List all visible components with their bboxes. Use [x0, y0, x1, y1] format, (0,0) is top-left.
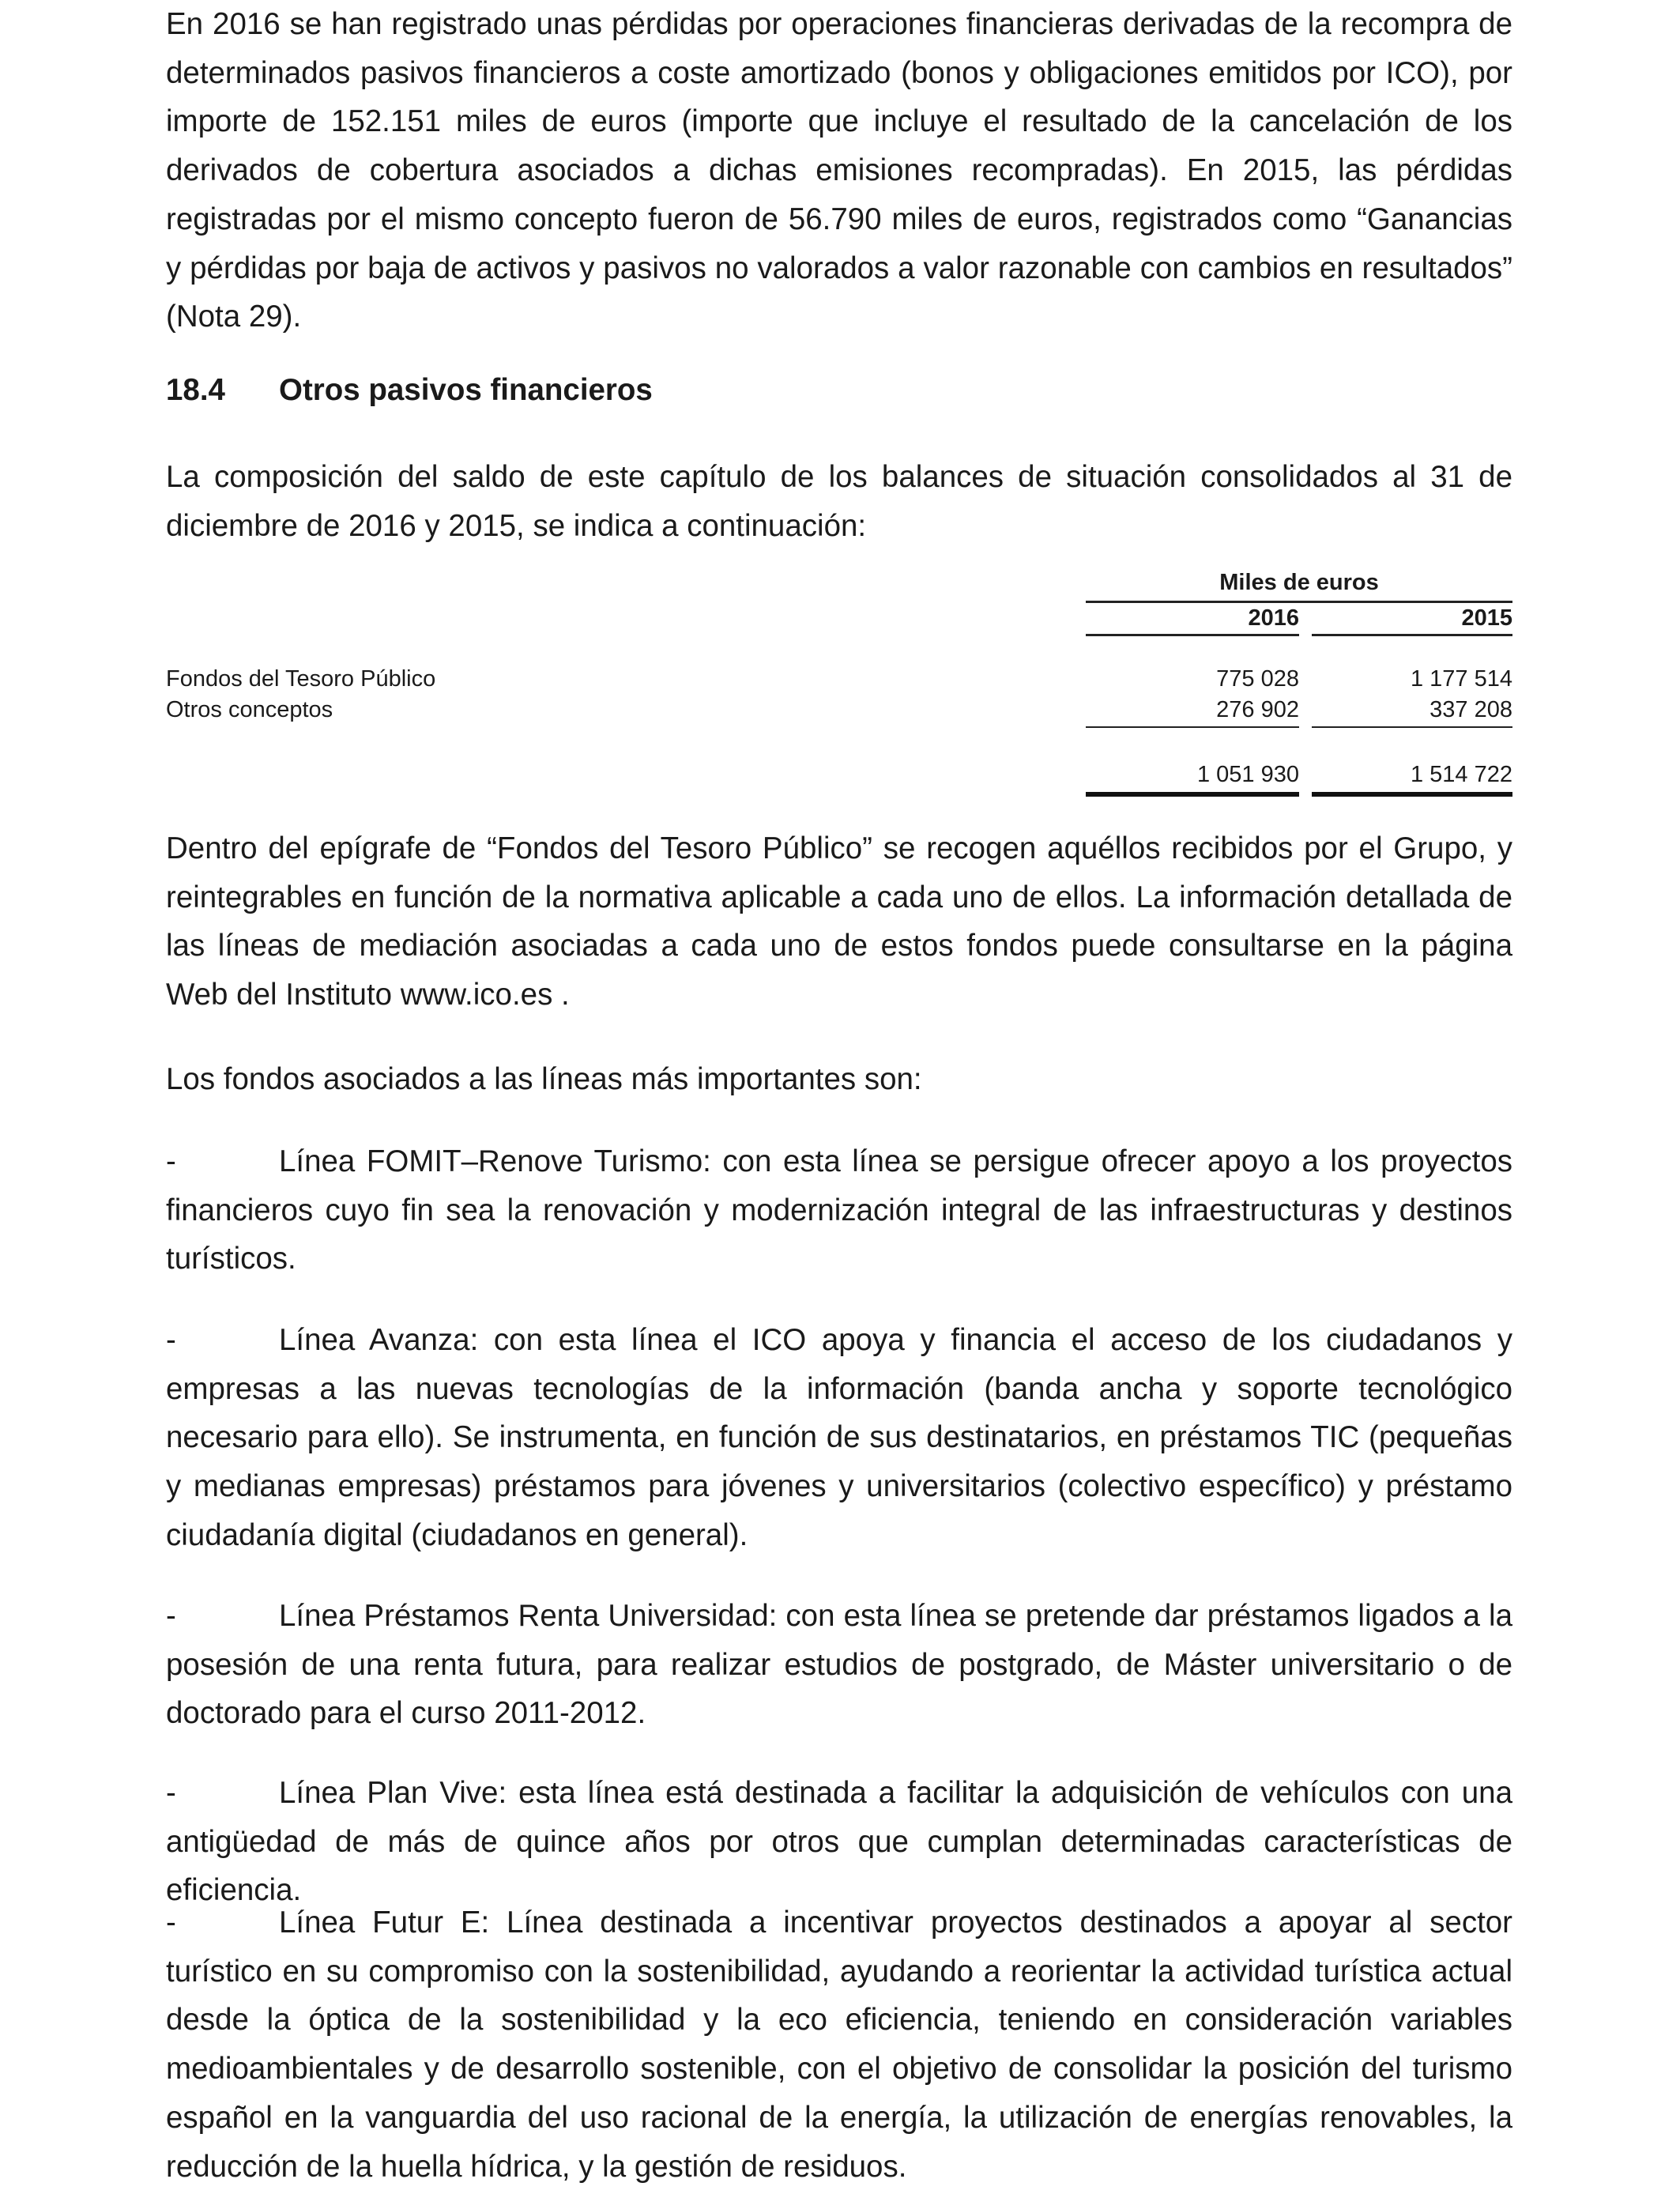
list-item-text: Línea Futur E: Línea destinada a incentivar proyectos destinados a apoyar al sector turístico en su compromiso con la sostenibilidad, ayudando a reorientar la actividad turística actual desde la óptica de la sostenibilidad y la eco eficiencia, teniendo en consideración variables medioambientales y de desarrollo sostenible, con el objetivo de consolidar la posición del turismo español en la vanguardia del uso racional de la energía, la utilización de energías renovables, la reducción de la huella hídrica, y la gestión de residuos.	[166, 1906, 1512, 2184]
row-label-fondos-tesoro: Fondos del Tesoro Público	[166, 666, 436, 692]
list-item-renta-universidad	[166, 1592, 1512, 1738]
row-value-otros-2015: 337 208	[1430, 697, 1512, 722]
subtotal-rule-2016	[1086, 726, 1299, 728]
total-value-2015: 1 514 722	[1410, 762, 1512, 787]
subtotal-rule-2015	[1312, 726, 1512, 728]
total-value-2016: 1 051 930	[1196, 762, 1299, 787]
row-value-otros-2016: 276 902	[1216, 697, 1299, 722]
list-dash: -	[166, 1906, 176, 1940]
list-item-text: Línea Préstamos Renta Universidad: con esta línea se pretende dar préstamos ligados a la posesión de una renta futura, para realizar estudios de postgrado, de Máster universitario o de doctorado para el curso 2011-2012.	[166, 1599, 1512, 1731]
paragraph-composicion-saldo: La composición del saldo de este capítulo de los balances de situación consolidados al 31 de diciembre de 2016 y 2015, se indica a continuación:	[166, 460, 1512, 543]
total-rule-2015	[1312, 792, 1512, 797]
row-value-fondos-2016: 775 028	[1216, 666, 1299, 692]
list-item-text: Línea Plan Vive: esta línea está destinada a facilitar la adquisición de vehículos con una antigüedad de más de quince años por otros que cumplan determinadas características de eficiencia.	[166, 1776, 1512, 1908]
row-label-otros-conceptos: Otros conceptos	[166, 697, 333, 722]
list-item-plan-vive	[166, 1769, 1512, 1915]
list-item-text: Línea FOMIT–Renove Turismo: con esta línea se persigue ofrecer apoyo a los proyectos financieros cuyo fin sea la renovación y modernización integral de las infraestructuras y destinos turísticos.	[166, 1144, 1512, 1276]
year-header-2015: 2015	[1461, 605, 1512, 631]
list-item-futur-e	[166, 1898, 1512, 2191]
row-value-fondos-2015: 1 177 514	[1410, 666, 1512, 692]
total-rule-2016	[1086, 792, 1299, 797]
paragraph-fondos-tesoro: Dentro del epígrafe de “Fondos del Tesoro Público” se recogen aquéllos recibidos por el Grupo, y reintegrables en función de la normativa aplicable a cada uno de ellos. La información detallada de las líneas de mediación asociadas a cada uno de estos fondos puede consultarse en la página Web del Instituto www.ico.es .	[166, 831, 1512, 1012]
paragraph-lineas-intro: Los fondos asociados a las líneas más importantes son:	[166, 1062, 922, 1096]
year-rule-2015	[1312, 634, 1512, 636]
year-rule-2016	[1086, 634, 1299, 636]
list-dash: -	[166, 1144, 176, 1178]
table-group-header: Miles de euros	[1219, 570, 1379, 595]
section-heading	[166, 373, 653, 408]
paragraph-recompra-perdidas: En 2016 se han registrado unas pérdidas por operaciones financieras derivadas de la recompra de determinados pasivos financieros a coste amortizado (bonos y obligaciones emitidos por ICO), por importe de 152.151 miles de euros (importe que incluye el resultado de la cancelación de los derivados de cobertura asociados a dichas emisiones recompradas). En 2015, las pérdidas registradas por el mismo concepto fueron de 56.790 miles de euros, registrados como “Ganancias y pérdidas por baja de activos y pasivos no valorados a valor razonable con cambios en resultados” (Nota 29).	[166, 7, 1512, 334]
list-dash: -	[166, 1776, 176, 1810]
section-title: Otros pasivos financieros	[279, 373, 653, 407]
list-dash: -	[166, 1599, 176, 1633]
section-number: 18.4	[166, 373, 225, 407]
list-item-fomit	[166, 1137, 1512, 1284]
list-item-avanza	[166, 1316, 1512, 1560]
list-item-text: Línea Avanza: con esta línea el ICO apoya y financia el acceso de los ciudadanos y empresas a las nuevas tecnologías de la información (banda ancha y soporte tecnológico necesario para ello). Se instrumenta, en función de sus destinatarios, en préstamos TIC (pequeñas y medianas empresas) préstamos para jóvenes y universitarios (colectivo específico) y préstamo ciudadanía digital (ciudadanos en general).	[166, 1323, 1512, 1552]
year-header-2016: 2016	[1248, 605, 1299, 631]
list-dash: -	[166, 1323, 176, 1357]
